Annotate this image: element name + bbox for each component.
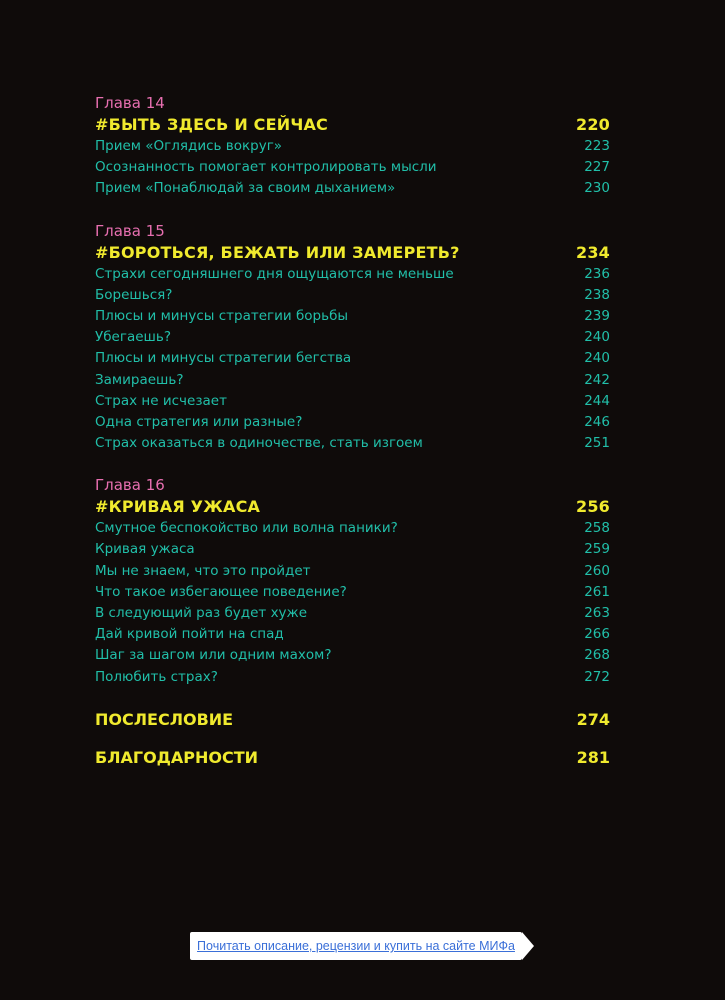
chapter-heading bbox=[95, 113, 610, 136]
toc-entry-page: 239 bbox=[584, 307, 610, 324]
toc-entry-page: 268 bbox=[584, 647, 610, 664]
toc-entry-page: 261 bbox=[584, 583, 610, 600]
acknowledgements-heading bbox=[95, 746, 610, 769]
toc-entry-title: Полюбить страх? bbox=[95, 668, 218, 685]
toc-entry-title: Осознанность помогает контролировать мысли bbox=[95, 159, 437, 176]
toc-entry-page: 223 bbox=[584, 138, 610, 154]
toc-entry bbox=[95, 667, 610, 688]
toc-entry-page: 236 bbox=[584, 265, 610, 282]
chapter-title: #КРИВАЯ УЖАСА bbox=[95, 497, 261, 517]
toc-entry-page: 272 bbox=[584, 668, 610, 685]
toc-entry bbox=[95, 603, 610, 624]
toc-entry-title: Убегаешь? bbox=[95, 329, 172, 346]
chapter-16 bbox=[95, 476, 610, 688]
toc-entry-page: 240 bbox=[584, 329, 610, 346]
toc-entry-page: 259 bbox=[584, 541, 610, 558]
toc-entry-page: 266 bbox=[584, 626, 610, 643]
toc-entry-page: 246 bbox=[584, 413, 610, 430]
table-of-contents bbox=[95, 94, 610, 710]
toc-entry bbox=[95, 539, 610, 560]
buy-link-banner[interactable] bbox=[190, 932, 522, 960]
toc-entry-page: 244 bbox=[584, 392, 610, 409]
toc-entry-title: Плюсы и минусы стратегии борьбы bbox=[95, 307, 349, 324]
toc-entry bbox=[95, 582, 610, 603]
chapter-title: #БОРОТЬСЯ, БЕЖАТЬ ИЛИ ЗАМЕРЕТЬ? bbox=[95, 242, 460, 262]
toc-entry-page: 242 bbox=[584, 371, 610, 388]
toc-entry bbox=[95, 433, 610, 454]
toc-entry-page: 230 bbox=[584, 180, 610, 197]
toc-entry-title: Прием «Понаблюдай за своим дыханием» bbox=[95, 180, 396, 197]
chapter-label: Глава 14 bbox=[95, 94, 165, 112]
toc-entry bbox=[95, 645, 610, 666]
toc-entry bbox=[95, 136, 610, 157]
chapter-page-number: 220 bbox=[576, 115, 610, 134]
acknowledgements-page: 281 bbox=[576, 748, 610, 767]
toc-entry bbox=[95, 412, 610, 433]
toc-entry bbox=[95, 178, 610, 199]
toc-entry-title: Страх оказаться в одиночестве, стать изгоем bbox=[95, 435, 423, 452]
toc-entry bbox=[95, 518, 610, 539]
toc-entry-title: Шаг за шагом или одним махом? bbox=[95, 647, 332, 664]
toc-entry bbox=[95, 348, 610, 369]
toc-entry bbox=[95, 327, 610, 348]
toc-entry-title: Страх не исчезает bbox=[95, 392, 227, 409]
chapter-page-number: 234 bbox=[576, 242, 610, 262]
toc-entry bbox=[95, 624, 610, 645]
toc-entry-title: Борешься? bbox=[95, 286, 173, 303]
chapter-label: Глава 15 bbox=[95, 221, 165, 240]
toc-entry bbox=[95, 370, 610, 391]
toc-entry-title: Дай кривой пойти на спад bbox=[95, 626, 284, 643]
chapter-heading bbox=[95, 495, 610, 518]
afterword-page: 274 bbox=[576, 710, 610, 729]
toc-entry bbox=[95, 157, 610, 178]
toc-entry bbox=[95, 285, 610, 306]
toc-entry-title: В следующий раз будет хуже bbox=[95, 605, 308, 621]
acknowledgements-title: БЛАГОДАРНОСТИ bbox=[95, 748, 259, 767]
toc-entry-page: 263 bbox=[584, 605, 610, 621]
toc-entry-title: Замираешь? bbox=[95, 371, 184, 388]
toc-entry bbox=[95, 391, 610, 412]
toc-entry-title: Прием «Оглядись вокруг» bbox=[95, 138, 283, 154]
afterword-title: ПОСЛЕСЛОВИЕ bbox=[95, 710, 234, 729]
afterword-heading bbox=[95, 708, 610, 731]
toc-entry-page: 260 bbox=[584, 562, 610, 579]
toc-entry bbox=[95, 264, 610, 285]
toc-entry-title: Мы не знаем, что это пройдет bbox=[95, 562, 311, 579]
toc-entry-title: Плюсы и минусы стратегии бегства bbox=[95, 350, 352, 367]
toc-entry-title: Одна стратегия или разные? bbox=[95, 413, 303, 430]
chapter-14 bbox=[95, 94, 610, 200]
toc-entry-title: Что такое избегающее поведение? bbox=[95, 583, 347, 600]
toc-entry-page: 258 bbox=[584, 520, 610, 537]
chapter-heading bbox=[95, 241, 610, 264]
chapter-15 bbox=[95, 222, 610, 455]
toc-entry-page: 238 bbox=[584, 286, 610, 303]
chapter-page-number: 256 bbox=[576, 497, 610, 517]
toc-entry-page: 251 bbox=[584, 435, 610, 452]
toc-entry-page: 240 bbox=[584, 350, 610, 367]
toc-entry-title: Смутное беспокойство или волна паники? bbox=[95, 520, 398, 537]
toc-entry-title: Страхи сегодняшнего дня ощущаются не меньше bbox=[95, 265, 454, 282]
chapter-title: #БЫТЬ ЗДЕСЬ И СЕЙЧАС bbox=[95, 115, 328, 134]
buy-link[interactable]: Почитать описание, рецензии и купить на сайте МИФа bbox=[197, 939, 515, 953]
toc-entry bbox=[95, 561, 610, 582]
toc-entry-title: Кривая ужаса bbox=[95, 541, 195, 558]
chapter-label: Глава 16 bbox=[95, 476, 165, 495]
toc-entry bbox=[95, 306, 610, 327]
toc-entry-page: 227 bbox=[584, 159, 610, 176]
